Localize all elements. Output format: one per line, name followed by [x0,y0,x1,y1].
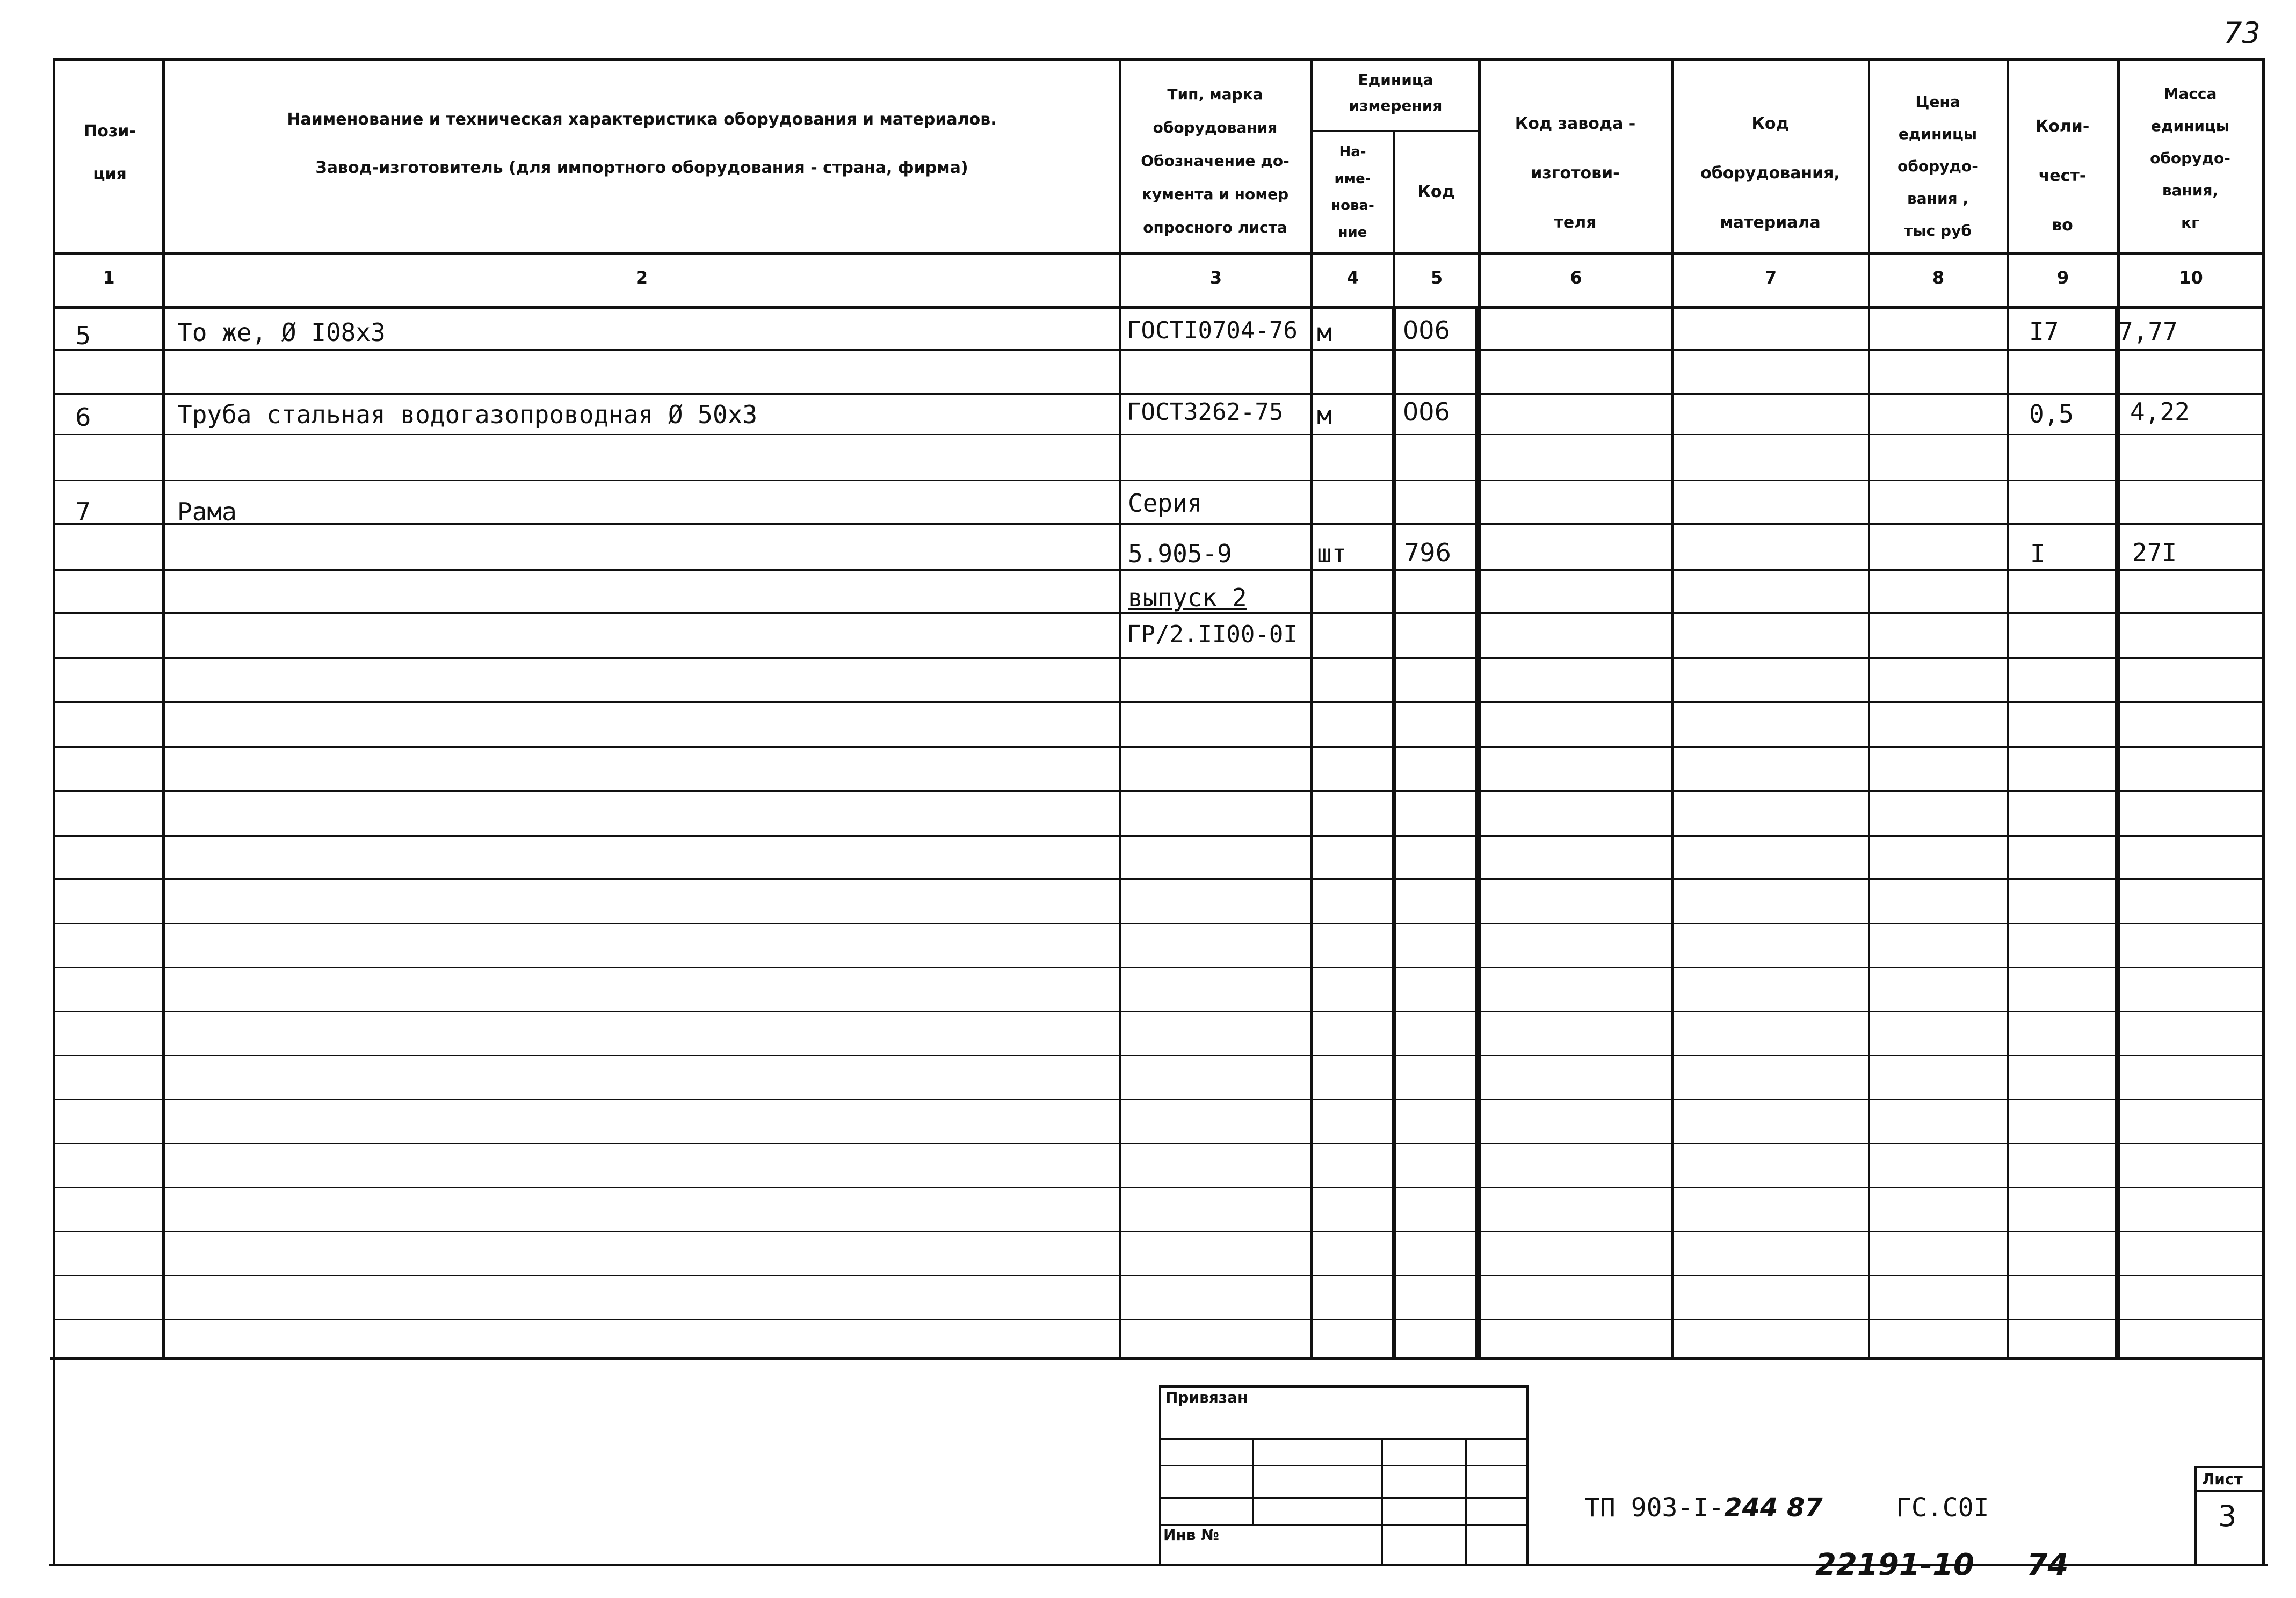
document-designation [1584,1493,1823,1523]
page-number-top: 73 [2223,16,2261,50]
header-unit-code: Код [1417,183,1455,201]
footer-number: 22191-10 74 [1815,1548,2069,1582]
cell-name: Труба стальная водогазопроводная Ø 50х3 [177,400,758,429]
col-number: 9 [2056,267,2069,288]
cell-unit: м [1317,401,1332,430]
cell-doc: ГР/2.II00-0I [1127,621,1298,648]
col-number: 3 [1209,267,1222,288]
cell-doc: 5.905-9 [1128,539,1232,568]
header-mass: Масса единицы оборудо- вания, кг [2150,85,2230,231]
col-number: 1 [103,267,115,288]
col-number: 10 [2179,267,2203,288]
header-type-doc: Тип, марка оборудования Обозначение до- кумента и номер опросного листа [1141,85,1290,236]
header-name-line1: Наименование и техническая характеристика оборудования и материалов. [287,110,997,129]
header-quantity: Коли- чест- во [2035,117,2090,235]
inventory-label: Инв № [1163,1526,1219,1544]
cell-qty: I7 [2029,317,2059,346]
col-number: 7 [1764,267,1777,288]
document-code: ГС.С0I [1896,1493,1989,1523]
cell-doc: ГОСТ3262-75 [1127,398,1284,426]
designation-handwritten: 244 87 [1724,1493,1823,1523]
cell-unit: м [1317,318,1332,347]
cell-qty: 0,5 [2029,400,2074,428]
col-number: 2 [635,267,648,288]
cell-code: 006 [1403,316,1450,345]
designation-typed: ТП 903-I- [1584,1493,1725,1523]
header-unit-name: На- име- нова- ние [1331,144,1374,241]
cell-position: 7 [75,497,91,526]
cell-doc: ГОСТI0704-76 [1127,317,1298,344]
cell-position: 6 [75,403,91,432]
cell-mass: 27I [2132,538,2177,567]
header-factory-code: Код завода - изготови- теля [1515,114,1636,232]
header-price: Цена единицы оборудо- вания , тыс руб [1897,93,1978,239]
col-number: 4 [1346,267,1359,288]
bound-label: Привязан [1165,1389,1248,1406]
cell-name: Рама [177,497,237,526]
cell-doc: выпуск 2 [1128,583,1247,612]
cell-unit: шт [1317,539,1347,568]
header-position: Пози- ция [84,122,136,184]
sheet-number: 3 [2218,1499,2237,1533]
cell-code: 006 [1403,397,1450,426]
col-number: 8 [1932,267,1945,288]
sheet-label: Лист [2202,1470,2243,1488]
cell-doc: Серия [1128,489,1203,518]
col-number: 6 [1570,267,1582,288]
header-unit-group: Единица измерения [1349,71,1443,114]
cell-name: То же, Ø I08х3 [177,318,386,347]
cell-qty: I [2030,539,2045,568]
header-equipment-code: Код оборудования, материала [1700,114,1840,232]
cell-position: 5 [75,321,91,350]
cell-mass: 4,22 [2130,397,2190,426]
cell-code: 796 [1404,538,1451,567]
cell-mass: 7,77 [2118,317,2178,346]
col-number: 5 [1430,267,1443,288]
header-name-line2: Завод-изготовитель (для импортного оборудования - страна, фирма) [315,158,968,177]
